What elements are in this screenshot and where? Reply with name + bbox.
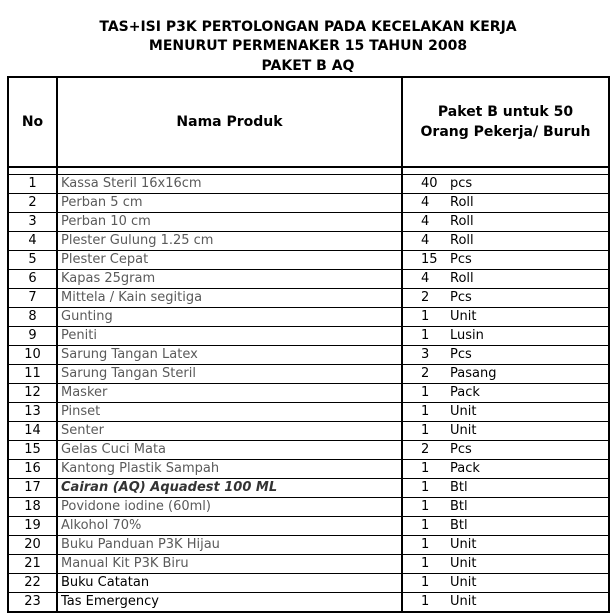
item-unit: Unit xyxy=(447,593,609,613)
item-name: Kassa Steril 16x16cm xyxy=(57,175,402,194)
item-name: Plester Gulung 1.25 cm xyxy=(57,232,402,251)
table-row xyxy=(8,498,609,517)
item-no: 9 xyxy=(8,327,57,346)
header-package xyxy=(402,77,609,167)
item-name: Plester Cepat xyxy=(57,251,402,270)
product-table xyxy=(7,76,610,613)
item-name: Gelas Cuci Mata xyxy=(57,441,402,460)
item-unit: Pack xyxy=(447,460,609,479)
table-body xyxy=(8,175,609,613)
item-unit: Btl xyxy=(447,479,609,498)
item-unit: Pcs xyxy=(447,346,609,365)
title-line-2: MENURUT PERMENAKER 15 TAHUN 2008 xyxy=(148,38,468,54)
table-row xyxy=(8,213,609,232)
item-quantity: 4 xyxy=(402,232,447,251)
table-row xyxy=(8,441,609,460)
table-row xyxy=(8,308,609,327)
header-spacer-row xyxy=(8,167,609,175)
item-name: Cairan (AQ) Aquadest 100 ML xyxy=(57,479,402,498)
title-line-1: TAS+ISI P3K PERTOLONGAN PADA KECELAKAN KERJA xyxy=(99,19,517,35)
item-unit: Unit xyxy=(447,555,609,574)
item-name: Mittela / Kain segitiga xyxy=(57,289,402,308)
header-package-label: Paket B untuk 50 Orang Pekerja/ Buruh xyxy=(420,104,591,140)
item-quantity: 1 xyxy=(402,555,447,574)
item-no: 18 xyxy=(8,498,57,517)
item-unit: Roll xyxy=(447,213,609,232)
item-quantity: 1 xyxy=(402,308,447,327)
table-row xyxy=(8,346,609,365)
table-row xyxy=(8,175,609,194)
table-row xyxy=(8,536,609,555)
item-quantity: 1 xyxy=(402,593,447,613)
item-quantity: 2 xyxy=(402,441,447,460)
table-row xyxy=(8,460,609,479)
table-row xyxy=(8,403,609,422)
item-name: Gunting xyxy=(57,308,402,327)
item-unit: Btl xyxy=(447,517,609,536)
item-name: Masker xyxy=(57,384,402,403)
item-quantity: 4 xyxy=(402,194,447,213)
item-quantity: 3 xyxy=(402,346,447,365)
item-unit: Pcs xyxy=(447,251,609,270)
table-row xyxy=(8,251,609,270)
item-name: Perban 10 cm xyxy=(57,213,402,232)
item-unit: Roll xyxy=(447,270,609,289)
item-no: 15 xyxy=(8,441,57,460)
item-quantity: 1 xyxy=(402,384,447,403)
item-no: 12 xyxy=(8,384,57,403)
item-no: 4 xyxy=(8,232,57,251)
item-name: Sarung Tangan Latex xyxy=(57,346,402,365)
item-name: Tas Emergency xyxy=(57,593,402,613)
item-no: 17 xyxy=(8,479,57,498)
item-name: Manual Kit P3K Biru xyxy=(57,555,402,574)
item-no: 2 xyxy=(8,194,57,213)
table-row xyxy=(8,479,609,498)
item-unit: Unit xyxy=(447,308,609,327)
item-no: 13 xyxy=(8,403,57,422)
item-no: 6 xyxy=(8,270,57,289)
item-name: Buku Panduan P3K Hijau xyxy=(57,536,402,555)
title-line-3: PAKET B AQ xyxy=(261,58,355,74)
header-product-name: Nama Produk xyxy=(57,77,402,167)
table-row xyxy=(8,270,609,289)
table-row xyxy=(8,194,609,213)
item-no: 20 xyxy=(8,536,57,555)
item-quantity: 1 xyxy=(402,422,447,441)
item-no: 19 xyxy=(8,517,57,536)
item-name: Buku Catatan xyxy=(57,574,402,593)
item-unit: Unit xyxy=(447,403,609,422)
item-unit: Pcs xyxy=(447,441,609,460)
table-row xyxy=(8,327,609,346)
item-unit: Pasang xyxy=(447,365,609,384)
item-name: Pinset xyxy=(57,403,402,422)
item-unit: Roll xyxy=(447,194,609,213)
item-quantity: 1 xyxy=(402,517,447,536)
item-unit: Btl xyxy=(447,498,609,517)
table-row xyxy=(8,232,609,251)
table-row xyxy=(8,517,609,536)
item-quantity: 1 xyxy=(402,574,447,593)
table-row xyxy=(8,593,609,613)
item-no: 21 xyxy=(8,555,57,574)
item-quantity: 1 xyxy=(402,536,447,555)
item-quantity: 1 xyxy=(402,479,447,498)
table-row xyxy=(8,422,609,441)
item-name: Alkohol 70% xyxy=(57,517,402,536)
item-name: Kantong Plastik Sampah xyxy=(57,460,402,479)
item-no: 5 xyxy=(8,251,57,270)
table-row xyxy=(8,555,609,574)
item-unit: Unit xyxy=(447,536,609,555)
table-row xyxy=(8,289,609,308)
item-quantity: 1 xyxy=(402,460,447,479)
item-name: Kapas 25gram xyxy=(57,270,402,289)
item-no: 8 xyxy=(8,308,57,327)
item-unit: Lusin xyxy=(447,327,609,346)
item-quantity: 1 xyxy=(402,498,447,517)
item-quantity: 2 xyxy=(402,289,447,308)
item-no: 1 xyxy=(8,175,57,194)
item-quantity: 1 xyxy=(402,327,447,346)
item-quantity: 2 xyxy=(402,365,447,384)
item-quantity: 15 xyxy=(402,251,447,270)
item-quantity: 4 xyxy=(402,213,447,232)
item-name: Peniti xyxy=(57,327,402,346)
table-row xyxy=(8,574,609,593)
item-unit: Pcs xyxy=(447,289,609,308)
item-name: Senter xyxy=(57,422,402,441)
item-no: 11 xyxy=(8,365,57,384)
item-no: 16 xyxy=(8,460,57,479)
item-no: 3 xyxy=(8,213,57,232)
table-row xyxy=(8,365,609,384)
item-quantity: 1 xyxy=(402,403,447,422)
item-name: Perban 5 cm xyxy=(57,194,402,213)
item-quantity: 40 xyxy=(402,175,447,194)
table-row xyxy=(8,384,609,403)
item-unit: Roll xyxy=(447,232,609,251)
item-no: 14 xyxy=(8,422,57,441)
item-no: 23 xyxy=(8,593,57,613)
item-no: 10 xyxy=(8,346,57,365)
item-unit: Pack xyxy=(447,384,609,403)
table-header-row xyxy=(8,77,609,167)
item-unit: Unit xyxy=(447,574,609,593)
item-no: 22 xyxy=(8,574,57,593)
item-name: Sarung Tangan Steril xyxy=(57,365,402,384)
item-unit: Unit xyxy=(447,422,609,441)
item-unit: pcs xyxy=(447,175,609,194)
item-quantity: 4 xyxy=(402,270,447,289)
item-no: 7 xyxy=(8,289,57,308)
item-name: Povidone iodine (60ml) xyxy=(57,498,402,517)
header-no: No xyxy=(8,77,57,167)
